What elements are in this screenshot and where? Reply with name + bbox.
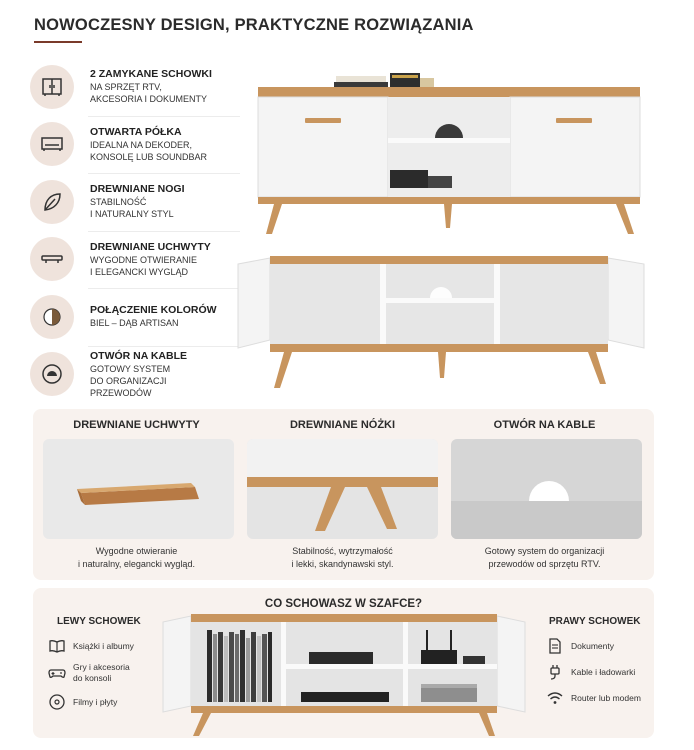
feature-line: BIEL – DĄB ARTISAN	[90, 318, 179, 329]
feature-item	[30, 231, 230, 289]
feature-line: KONSOLĘ LUB SOUNDBAR	[90, 151, 208, 162]
document-icon	[545, 636, 565, 656]
feature-heading: DREWNIANE UCHWYTY	[90, 240, 211, 253]
closed-cabinet-image	[250, 70, 650, 240]
plug-icon	[545, 662, 565, 682]
feature-line: GOTOWY SYSTEM	[90, 363, 171, 374]
storage-cabinet-image	[159, 612, 529, 738]
cable-hole-photo	[451, 439, 642, 539]
right-storage-item: Router lub modem	[545, 688, 641, 708]
disc-icon	[47, 692, 67, 712]
feature-item	[30, 116, 230, 174]
detail-caption: Stabilność, wytrzymałość i lekki, skandynawski styl.	[291, 546, 394, 569]
detail-heading: DREWNIANE UCHWYTY	[73, 419, 200, 431]
feature-heading: OTWARTA PÓŁKA	[90, 125, 182, 138]
feature-line: NA SPRZĘT RTV,	[90, 82, 162, 93]
detail-caption: Gotowy system do organizacji przewodów od sprzętu RTV.	[484, 546, 605, 569]
half-circle-icon	[30, 295, 74, 339]
page-title: NOWOCZESNY DESIGN, PRAKTYCZNE ROZWIĄZANIA	[34, 16, 474, 34]
feature-heading: 2 ZAMYKANE SCHOWKI	[90, 68, 212, 81]
feature-heading: POŁĄCZENIE KOLORÓW	[90, 304, 217, 317]
feature-line: STABILNOŚĆ	[90, 197, 147, 208]
right-storage-heading: PRAWY SCHOWEK	[549, 616, 641, 627]
left-storage-item: Gry i akcesoria do konsoli	[47, 662, 130, 684]
feature-line: I ELEGANCKI WYGLĄD	[90, 266, 189, 277]
feature-line: DO ORGANIZACJI PRZEWODÓW	[90, 375, 167, 398]
detail-heading: DREWNIANE NÓŻKI	[289, 419, 396, 431]
right-storage-item: Kable i ładowarki	[545, 662, 635, 682]
feature-heading: OTWÓR NA KABLE	[90, 349, 188, 362]
cable-hole-icon	[30, 352, 74, 396]
open-cabinet-image	[232, 252, 662, 392]
feature-item	[30, 288, 230, 346]
leaf-icon	[30, 180, 74, 224]
feature-line: WYGODNE OTWIERANIE	[90, 254, 198, 265]
cabinet-icon	[30, 65, 74, 109]
gamepad-icon	[47, 663, 67, 683]
feature-heading: DREWNIANE NOGI	[90, 183, 185, 196]
title-underline	[34, 41, 82, 43]
left-storage-heading: LEWY SCHOWEK	[57, 616, 141, 627]
feature-item	[30, 173, 230, 231]
handle-icon	[30, 237, 74, 281]
feature-line: AKCESORIA I DOKUMENTY	[90, 94, 208, 105]
storage-title: CO SCHOWASZ W SZAFCE?	[264, 598, 423, 610]
left-storage-item: Książki i albumy	[47, 636, 134, 656]
details-panel	[33, 409, 654, 580]
left-storage-item: Filmy i płyty	[47, 692, 117, 712]
feature-item	[30, 58, 230, 116]
feature-line: IDEALNA NA DEKODER,	[90, 139, 193, 150]
wifi-icon	[545, 688, 565, 708]
shelf-icon	[30, 122, 74, 166]
feature-line: I NATURALNY STYL	[90, 209, 174, 220]
legs-photo	[247, 439, 438, 539]
feature-list	[30, 58, 230, 403]
feature-item	[30, 346, 230, 404]
handle-photo	[43, 439, 234, 539]
detail-caption: Wygodne otwieranie i naturalny, elegancki wygląd.	[78, 546, 195, 569]
right-storage-item: Dokumenty	[545, 636, 614, 656]
storage-panel	[33, 588, 654, 738]
book-icon	[47, 636, 67, 656]
detail-heading: OTWÓR NA KABLE	[493, 419, 596, 431]
